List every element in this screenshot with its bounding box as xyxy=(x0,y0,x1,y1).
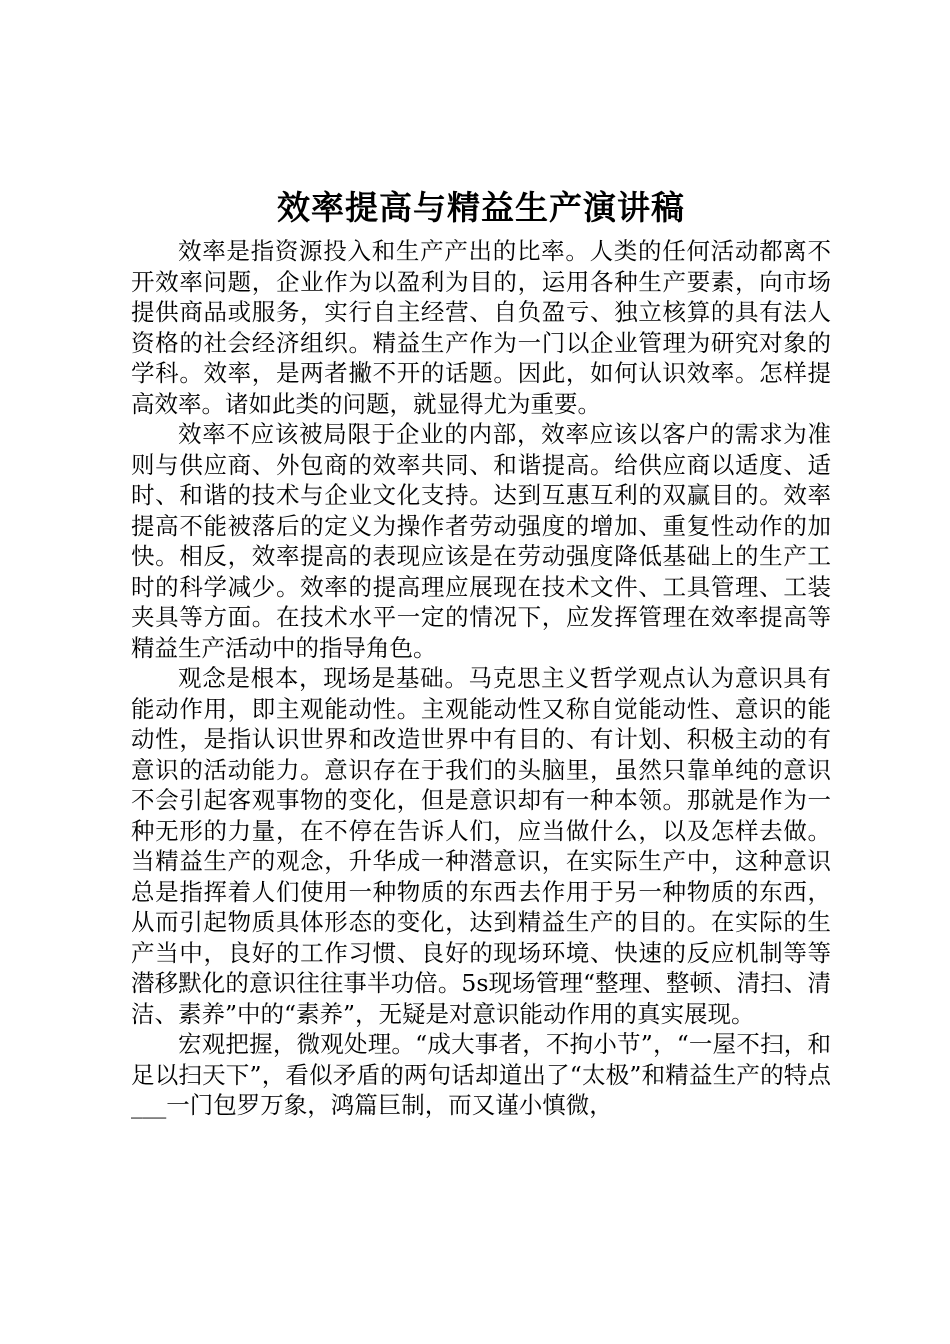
document-page xyxy=(131,184,831,1121)
document-title: 效率提高与精益生产演讲稿 xyxy=(277,188,685,227)
paragraph-efficiency-definition: 效率是指资源投入和生产产出的比率。人类的任何活动都离不开效率问题，企业作为以盈利为目的，运用各种生产要素，向市场提供商品或服务，实行自主经营、自负盈亏、独立核算的具有法人资格的社会经济组织。精益生产作为一门以企业管理为研究对象的学科。效率，是两者撇不开的话题。因此，如何认识效率。怎样提高效率。诸如此类的问题，就显得尤为重要。 xyxy=(131,237,831,418)
paragraph-macro-micro: 宏观把握，微观处理。“成大事者，不拘小节”，“一屋不扫，和足以扫天下”，看似矛盾的两句话却道出了“太极”和精益生产的特点___一门包罗万象，鸿篇巨制，而又谨小慎微， xyxy=(131,1030,831,1119)
paragraph-concept-foundation: 观念是根本，现场是基础。马克思主义哲学观点认为意识具有能动作用，即主观能动性。主观能动性又称自觉能动性、意识的能动性，是指认识世界和改造世界中有目的、有计划、积极主动的有意识的活动能力。意识存在于我们的头脑里，虽然只靠单纯的意识不会引起客观事物的变化，但是意识却有一种本领。那就是作为一种无形的力量，在不停在告诉人们，应当做什么，以及怎样去做。当精益生产的观念，升华成一种潜意识，在实际生产中，这种意识总是指挥着人们使用一种物质的东西去作用于另一种物质的东西，从而引起物质具体形态的变化，达到精益生产的目的。在实际的生产当中，良好的工作习惯、良好的现场环境、快速的反应机制等等潜移默化的意识往往事半功倍。5s现场管理“整理、整顿、清扫、清洁、素养”中的“素养”，无疑是对意识能动作用的真实展现。 xyxy=(131,664,831,1028)
paragraph-supplier-efficiency: 效率不应该被局限于企业的内部，效率应该以客户的需求为准则与供应商、外包商的效率共同、和谐提高。给供应商以适度、适时、和谐的技术与企业文化支持。达到互惠互利的双赢目的。效率提高不能被落后的定义为操作者劳动强度的增加、重复性动作的加快。相反，效率提高的表现应该是在劳动强度降低基础上的生产工时的科学减少。效率的提高理应展现在技术文件、工具管理、工装夹具等方面。在技术水平一定的情况下，应发挥管理在效率提高等精益生产活动中的指导角色。 xyxy=(131,420,831,662)
